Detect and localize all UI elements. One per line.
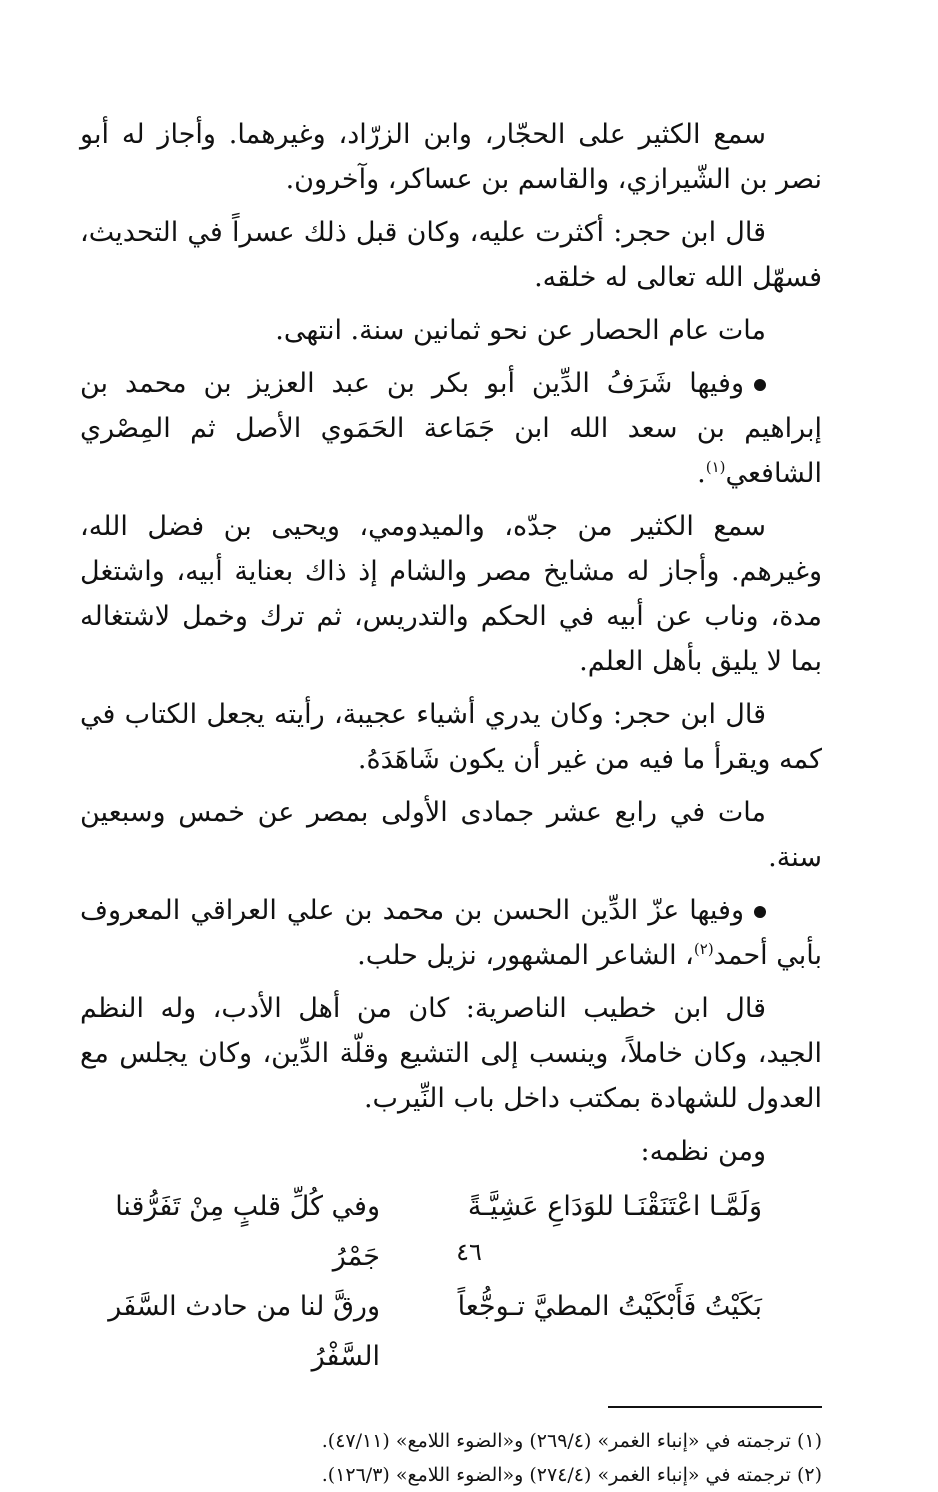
poem-verse xyxy=(80,1282,822,1382)
poem-first-hemistich: بَكَيْتُ فَأَبْكَيْتُ المطيَّ تـوجُّعاً xyxy=(457,1291,762,1322)
paragraph-text: وفيها شَرَفُ الدِّين أبو بكر بن عبد العزيز بن محمد بن إبراهيم بن سعد الله ابن جَمَاعة الحَمَوي الأصل ثم المِصْري الشافعي xyxy=(80,368,822,489)
poem-second-hemistich: ورقَّ لنا من حادث السَّفَر السَّفْرُ xyxy=(108,1291,380,1372)
footnote-mark: (١) xyxy=(705,458,726,476)
paragraph-5 xyxy=(80,504,822,684)
poem-verse xyxy=(80,1182,822,1282)
paragraph-text: مات عام الحصار عن نحو ثمانين سنة. انتهى. xyxy=(275,315,766,346)
paragraph-8 xyxy=(80,888,822,978)
paragraph-10 xyxy=(80,1129,822,1174)
paragraph-4 xyxy=(80,361,822,496)
bullet-icon xyxy=(754,906,766,918)
paragraph-text: ومن نظمه: xyxy=(640,1136,766,1167)
paragraph-text: سمع الكثير من جدّه، والميدومي، ويحيى بن فضل الله، وغيرهم. وأجاز له مشايخ مصر والشام إذ ذاك بعناية أبيه، واشتغل مدة، وناب عن أبيه في الحكم والتدريس، ثم ترك وخمل لاشتغاله بما لا يليق بأهل العلم. xyxy=(80,511,822,677)
paragraph-text: سمع الكثير على الحجّار، وابن الزرّاد، وغيرهما. وأجاز له أبو نصر بن الشّيرازي، والقاسم بن عساكر، وآخرون. xyxy=(80,119,822,195)
paragraph-9 xyxy=(80,986,822,1121)
bullet-icon xyxy=(754,379,766,391)
footnote-1: (١) ترجمته في «إنباء الغمر» (٢٦٩/٤) و«الضوء اللامع» (٤٧/١١). xyxy=(321,1430,822,1452)
paragraph-tail: . xyxy=(697,458,706,489)
paragraph-text: مات في رابع عشر جمادى الأولى بمصر عن خمس وسبعين سنة. xyxy=(80,797,822,873)
paragraph-tail: ، الشاعر المشهور، نزيل حلب. xyxy=(357,940,694,971)
footnote-2: (٢) ترجمته في «إنباء الغمر» (٢٧٤/٤) و«الضوء اللامع» (١٢٦/٣). xyxy=(321,1464,822,1486)
paragraph-3 xyxy=(80,308,822,353)
paragraph-text: وفيها عزّ الدِّين الحسن بن محمد بن علي العراقي المعروف بأبي أحمد xyxy=(80,895,822,971)
page-number: ٤٦ xyxy=(456,1238,482,1266)
poem xyxy=(80,1182,822,1382)
paragraph-2 xyxy=(80,210,822,300)
footnote-divider xyxy=(608,1406,822,1408)
poem-first-hemistich: وَلَمَّـا اعْتَنَقْنَـا للوَدَاعِ عَشِيَّـةً xyxy=(467,1191,762,1222)
paragraph-6 xyxy=(80,692,822,782)
paragraph-1 xyxy=(80,112,822,202)
footnote-mark: (٢) xyxy=(693,940,714,958)
poem-second-hemistich: وفي كُلِّ قلبٍ مِنْ تَفَرُّقنا جَمْرُ xyxy=(115,1191,380,1272)
paragraph-7 xyxy=(80,790,822,880)
paragraph-text: قال ابن حجر: وكان يدري أشياء عجيبة، رأيته يجعل الكتاب في كمه ويقرأ ما فيه من غير أن يكون شَاهَدَهُ. xyxy=(80,699,822,775)
paragraph-text: قال ابن خطيب الناصرية: كان من أهل الأدب، وله النظم الجيد، وكان خاملاً، وينسب إلى التشيع وقلّة الدِّين، وكان يجلس مع العدول للشهادة بمكتب داخل باب النِّيرب. xyxy=(80,993,822,1114)
paragraph-text: قال ابن حجر: أكثرت عليه، وكان قبل ذلك عسراً في التحديث، فسهّل الله تعالى له خلقه. xyxy=(80,217,822,293)
page-body xyxy=(80,112,822,1492)
